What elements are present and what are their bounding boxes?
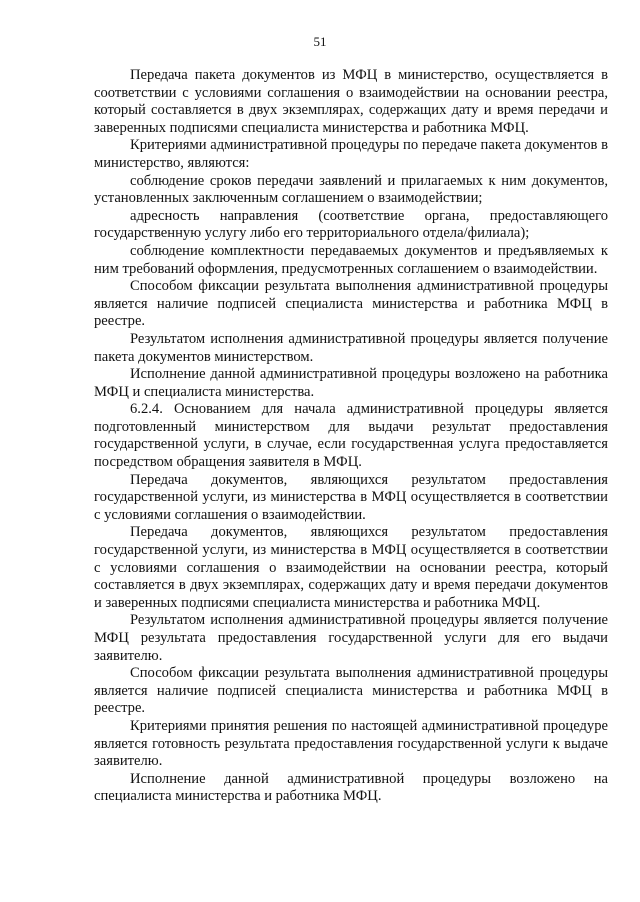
paragraph: Способом фиксации результата выполнения административной процедуры является наличие подписей специалиста министерства и работника МФЦ в реестре. — [94, 278, 608, 330]
paragraph: соблюдение комплектности передаваемых документов и предъявляемых к ним требований оформления, предусмотренных соглашением о взаимодействии. — [94, 242, 608, 277]
paragraph: Исполнение данной административной процедуры возложено на специалиста министерства и работника МФЦ. — [94, 770, 608, 805]
paragraph: Передача документов, являющихся результатом предоставления государственной услуги, из министерства в МФЦ осуществляется в соответствии с условиями соглашения о взаимодействии. — [94, 471, 608, 523]
document-body — [94, 67, 608, 806]
paragraph: Способом фиксации результата выполнения административной процедуры является наличие подписей специалиста министерства и работника МФЦ в реестре. — [94, 665, 608, 717]
page-number: 51 — [313, 34, 327, 49]
paragraph: 6.2.4. Основанием для начала административной процедуры является подготовленный министерством для выдачи результат предоставления государственной услуги, в случае, если государственная услуга предоставляется посредством обращения заявителя в МФЦ. — [94, 401, 608, 471]
paragraph: Критериями административной процедуры по передаче пакета документов в министерство, являются: — [94, 137, 608, 171]
paragraph: Передача документов, являющихся результатом предоставления государственной услуги, из министерства в МФЦ осуществляется в соответствии с условиями соглашения о взаимодействии на основании реестра, который составляется в двух экземплярах, содержащих дату и время передачи документов и заверенных подписями специалиста министерства и работника МФЦ. — [94, 524, 608, 611]
paragraph: Исполнение данной административной процедуры возложено на работника МФЦ и специалиста министерства. — [94, 366, 608, 400]
paragraph: адресность направления (соответствие органа, предоставляющего государственную услугу либо его территориального отдела/филиала); — [94, 207, 608, 242]
paragraph: Результатом исполнения административной процедуры является получение МФЦ результата предоставления государственной услуги для его выдачи заявителю. — [94, 612, 608, 664]
paragraph: Передача пакета документов из МФЦ в министерство, осуществляется в соответствии с условиями соглашения о взаимодействии на основании реестра, который составляется в двух экземплярах, содержащих дату и время передачи и заверенных подписями специалиста министерства и работника МФЦ. — [94, 67, 608, 136]
paragraph: соблюдение сроков передачи заявлений и прилагаемых к ним документов, установленных заключенным соглашением о взаимодействии; — [94, 172, 608, 207]
paragraph: Результатом исполнения административной процедуры является получение пакета документов министерством. — [94, 330, 608, 365]
paragraph: Критериями принятия решения по настоящей административной процедуре является готовность результата предоставления государственной услуги к выдаче заявителю. — [94, 717, 608, 770]
